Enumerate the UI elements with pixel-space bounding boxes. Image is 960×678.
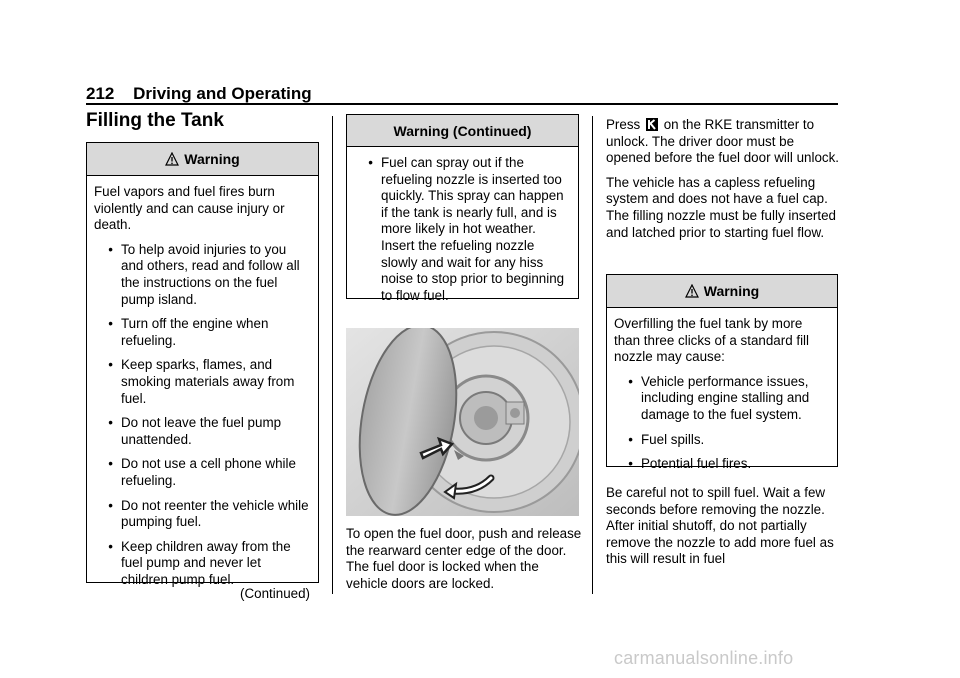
unlock-key-icon [646, 118, 658, 131]
warning-bullet: • Do not use a cell phone while refueling. [108, 456, 296, 488]
warning-bullet: • Do not leave the fuel pump unattended. [108, 415, 282, 447]
warning-bullet: • To help avoid injuries to you and others, read and follow all the instructions on the fuel pump island. [108, 241, 300, 307]
warning-body [607, 308, 837, 473]
capless-paragraph: The vehicle has a capless refueling system and does not have a fuel cap. The filling nozzle must be fully inserted and latched prior to starting fuel flow. [606, 174, 836, 240]
warning-label: Warning [703, 283, 760, 299]
warning-bullet: • Fuel can spray out if the refueling nozzle is inserted too quickly. This spray can happen if the tank is nearly full, and is more likely in hot weather. Insert the refueling nozzle slowly and wait for any hiss noise to stop prior to beginning to flow fuel. [368, 155, 565, 303]
warning-box-continued [346, 114, 579, 303]
warning-header [607, 275, 837, 308]
warning-body [87, 176, 318, 603]
warning-triangle-icon [165, 152, 179, 166]
warning-label: Warning [184, 151, 240, 167]
column-3 [606, 117, 840, 249]
warning-bullet: • Keep children away from the fuel pump and never let children pump fuel. [108, 538, 291, 587]
watermark: carmanualsonline.info [614, 648, 794, 668]
warning-continued-body [347, 147, 578, 304]
warning-bullet: • Potential fuel fires. [628, 456, 752, 472]
warning-box-overfilling [606, 274, 838, 472]
warning-box-fuel-vapors [86, 142, 319, 602]
section-name: Driving and Operating [133, 84, 312, 103]
warning-continued-header: Warning (Continued) [347, 115, 578, 147]
fuel-door-image [346, 328, 579, 516]
fuel-door-illustration [346, 328, 579, 516]
warning-bullet: • Do not reenter the vehicle while pumping fuel. [108, 497, 309, 530]
section-title: Filling the Tank [86, 110, 224, 131]
warning-bullet: • Vehicle performance issues, including engine stalling and damage to the fuel system. [628, 373, 810, 422]
page-number: 212 [86, 84, 115, 103]
warning-intro: Fuel vapors and fuel fires burn violently and can cause injury or death. [94, 184, 285, 233]
press-unlock-paragraph: Press on the RKE transmitter to unlock. The driver door must be opened before the fuel door will unlock. [606, 117, 840, 166]
warning-header [87, 143, 318, 176]
warning-bullet: • Keep sparks, flames, and smoking materials away from fuel. [108, 357, 295, 406]
warning-triangle-icon [685, 284, 699, 298]
continued-label: (Continued) [240, 586, 310, 602]
column-divider-right [592, 116, 593, 594]
page-header [86, 84, 312, 104]
warning-bullet: • Fuel spills. [628, 431, 705, 447]
spill-paragraph: Be careful not to spill fuel. Wait a few seconds before removing the nozzle. After initial shutoff, do not partially remove the nozzle to add more fuel as this will result in fuel [606, 485, 834, 567]
warning-intro: Overfilling the fuel tank by more than three clicks of a standard fill nozzle may cause: [614, 316, 810, 365]
column-divider-left [332, 116, 333, 594]
header-rule [86, 103, 838, 105]
warning-bullet: • Turn off the engine when refueling. [108, 316, 269, 348]
fuel-door-caption: To open the fuel door, push and release the rearward center edge of the door. The fuel door is locked when the vehicle doors are locked. [346, 526, 582, 591]
